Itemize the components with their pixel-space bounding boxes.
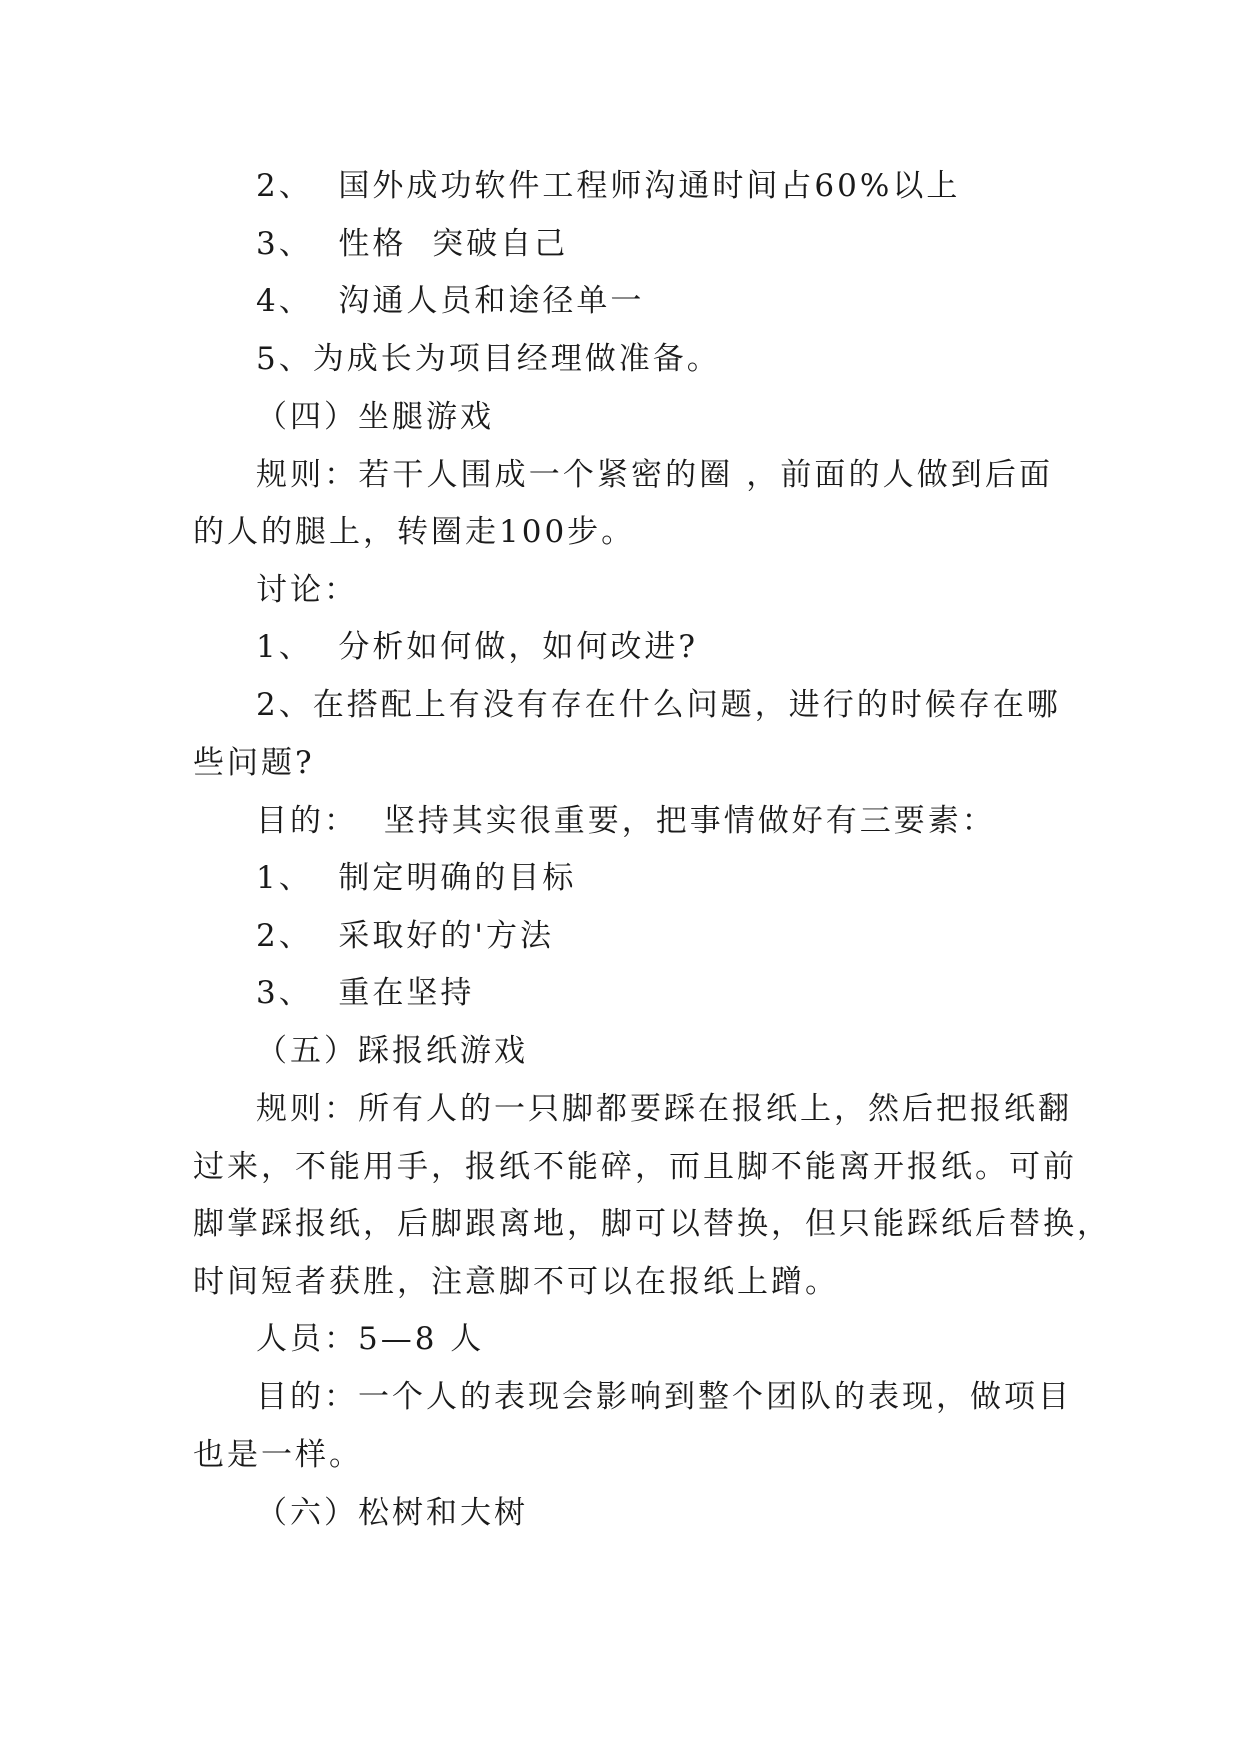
discussion-item-2-line-1: 2、在搭配上有没有存在什么问题，进行的时候存在哪 xyxy=(256,687,1061,723)
purpose-paragraph-2-line-1: 目的：一个人的表现会影响到整个团队的表现，做项目 xyxy=(256,1379,1072,1415)
discussion-label: 讨论： xyxy=(256,572,358,608)
purpose-paragraph: 目的： 坚持其实很重要，把事情做好有三要素： xyxy=(256,803,996,839)
purpose-item-2: 2、 采取好的'方法 xyxy=(256,918,554,954)
discussion-item-2-line-2: 些问题? xyxy=(193,745,315,781)
rules-paragraph-line-1: 规则：若干人围成一个紧密的圈 ，前面的人做到后面 xyxy=(256,457,1053,493)
purpose-item-1: 1、 制定明确的目标 xyxy=(256,860,577,896)
list-item-3: 3、 性格 突破自己 xyxy=(256,226,569,262)
rules-paragraph-line-2: 的人的腿上，转圈走100步。 xyxy=(193,514,636,550)
list-item-5: 5、为成长为项目经理做准备。 xyxy=(256,341,721,377)
rules-paragraph-2-line-2: 过来，不能用手，报纸不能碎，而且脚不能离开报纸。可前 xyxy=(193,1149,1077,1185)
purpose-paragraph-2-line-2: 也是一样。 xyxy=(193,1437,363,1473)
section-heading-4: （四）坐腿游戏 xyxy=(256,399,494,435)
purpose-item-3: 3、 重在坚持 xyxy=(256,975,475,1011)
discussion-item-1: 1、 分析如何做，如何改进? xyxy=(256,629,699,665)
section-heading-5: （五）踩报纸游戏 xyxy=(256,1033,528,1069)
section-heading-6: （六）松树和大树 xyxy=(256,1495,528,1531)
list-item-4: 4、 沟通人员和途径单一 xyxy=(256,283,645,319)
rules-paragraph-2-line-1: 规则：所有人的一只脚都要踩在报纸上，然后把报纸翻 xyxy=(256,1091,1072,1127)
participants-line: 人员：5—8 人 xyxy=(256,1321,485,1357)
rules-paragraph-2-line-4: 时间短者获胜，注意脚不可以在报纸上蹭。 xyxy=(193,1264,839,1300)
rules-paragraph-2-line-3: 脚掌踩报纸，后脚跟离地，脚可以替换，但只能踩纸后替换， xyxy=(193,1206,1111,1242)
list-item-2: 2、 国外成功软件工程师沟通时间占60%以上 xyxy=(256,168,961,204)
